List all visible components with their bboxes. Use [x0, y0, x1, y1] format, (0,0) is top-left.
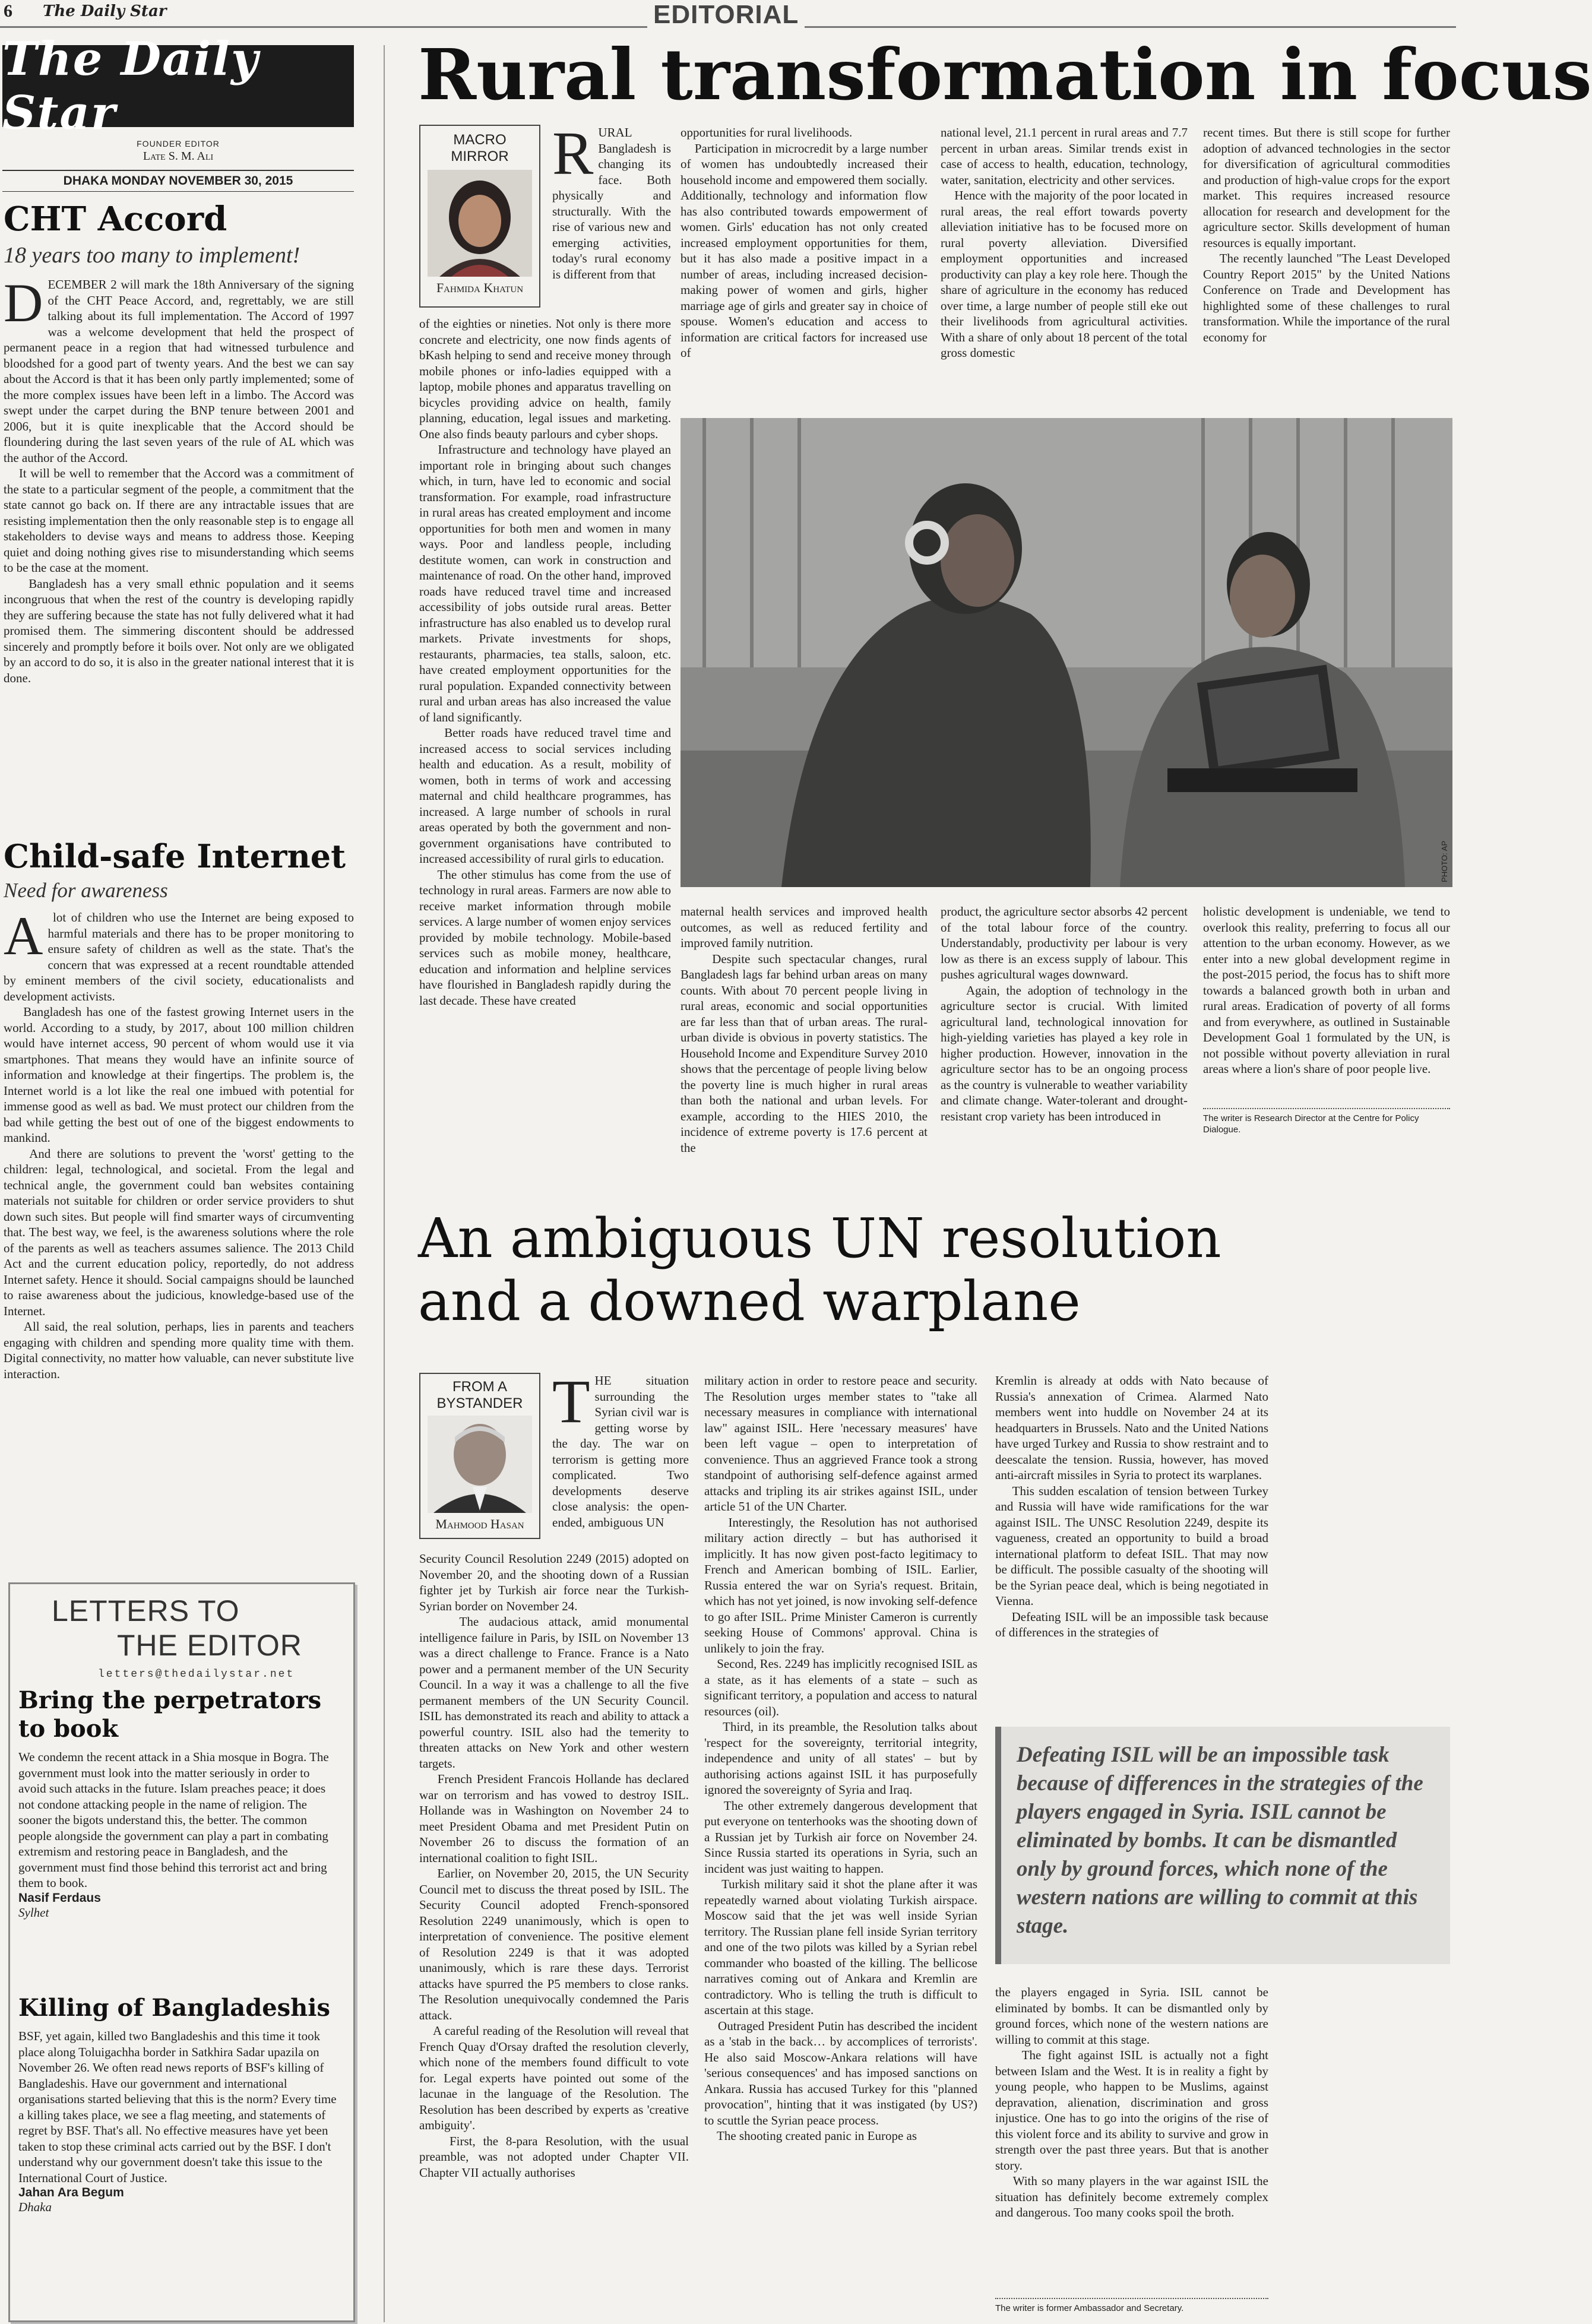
article-col1: Security Council Resolution 2249 (2015) adopted on November 20, and the shooting down of a Russian fighter jet by Turkish air force near the Turkish-Syrian border on November 24. The audacious attack, amid monumental intelligence failure in Paris, by ISIL on November 13 was a direct challenge to France. France is a Nato power and a permanent member of the UN Security Council. In a way it was a challenge to all the five permanent members of the UN Security Council. ISIL has demonstrated its reach and ability to attack a powerful country. ISIL also had the temerity to threaten attacks on New York and other western targets. French President Francois Hollande has declared war on terrorism and has vowed to destroy ISIL. Hollande was in Washington on November 24 to meet President Obama and met President Putin on November 26 to discuss the formation of an international coalition to fight ISIL. Earlier, on November 20, 2015, the UN Security Council met to discuss the threat posed by ISIL. The Security Council adopted French-sponsored Resolution 2249 unanimously, which is open to interpretation of convenience. The positive element of Resolution 2249 is that it was adopted unanimously, which is rare these days. Terrorist attacks have spurred the P5 members to close ranks. The Resolution unequivocally condemned the Paris attack. A careful reading of the Resolution will reveal that French Quay d'Orsay drafted the resolution cleverly, which none of the members found difficult to vote for. Legal experts have pointed out some of the lacunae in the language of the Resolution. The Resolution has been described by experts as 'creative ambiguity'. First, the 8-para Resolution, with the usual preamble, was not adopted under Chapter VII. Chapter VII actually authorises — [419, 1552, 689, 2180]
article-headline-1: An ambiguous UN resolution — [418, 1207, 1221, 1270]
section-title: EDITORIAL — [647, 0, 805, 30]
dateline: DHAKA MONDAY NOVEMBER 30, 2015 — [2, 170, 354, 192]
letter-1 — [18, 1686, 340, 1920]
editorial-body-text: lot of children who use the Internet are being exposed to harmful materials and there has to be proper monitoring to ensure safety of children as well as the state. That's the concern that was expressed at a recent roundtable attended by eminent members of the civil society, educationalists and development activists. Bangladesh has one of the fastest growing Internet users in the world. According to a study, by 2017, about 100 million children would have internet access, 90 percent of whom would use it via smartphones. That means they would have an infinite source of information and knowledge at their fingertips. The problem is, the Internet world is a lot like the real one imbued with potential for immense good as well as bad. We must protect our children from the bad while getting the best out of one of the biggest endowments to mankind. And there are solutions to prevent the 'worst' getting to the children: legal, technological, and societal. From the legal and technical angle, the government could ban websites containing materials not suitable for children or order service providers to shut down such sites. But people will find smarter ways of circumventing that. The best way, we feel, is the awareness solutions where the role of the parents as well as teachers assumes salience. The 2013 Child Act and the current education policy, reportedly, do not address Internet safety. Hence it should. Social campaigns should be launched to raise awareness about the judicious, knowledge-based use of the Internet. All said, the real solution, perhaps, lies in parents and teachers engaging with children and spending more quality time with them. Digital connectivity, no matter how valuable, can never substitute live interaction. — [4, 910, 355, 1381]
founder-name: Late S. M. Ali — [143, 150, 214, 163]
article-intro-text: HE situation surrounding the Syrian civil war is getting worse by the day. The war on terrorism is getting more complicated. Two developments deserve close analysis: the open-ended, ambiguous UN — [552, 1373, 692, 1530]
paper-name-small: The Daily Star — [43, 2, 167, 20]
dropcap: R — [552, 119, 594, 188]
article-col2-top: opportunities for rural livelihoods. Participation in microcredit by a large number of women has undoubtedly increased their household income and empowered them socially. Additionally, technology and information flow has also contributed towards empowerment of women. Girls' education has not only created increased employment opportunities for them, but it has also made a positive impact in a number of areas, including increased decision-making power of women and girls, higher marriage age of girls and greater say in choice of spouse. Women's education and access to information are critical factors for increased use of — [681, 125, 928, 360]
article-col3-bottom: the players engaged in Syria. ISIL cannot be eliminated by bombs. It can be dismantled only by ground forces, which none of the western nations are willing to commit at this stage. The fight against ISIL is actually not a fight between Islam and the West. It is in reality a fight by young people, who happen to be Muslims, against depravation, alienation, discrimination and gross injustice. One has to go into the origins of the rise of this violent force and its ability to survive and grow in strength over the past three years. But that is another story. With so many players in the war against ISIL the situation has definitely become extremely complex and dangerous. Too many cooks spoil the broth. — [995, 1985, 1268, 2219]
editorial-child-safe — [4, 837, 354, 1382]
editorial-headline: Child-safe Internet — [4, 837, 346, 875]
editorial-headline: CHT Accord — [4, 200, 227, 239]
author-photo — [428, 1416, 532, 1513]
letters-box — [8, 1582, 355, 2322]
letter-place: Dhaka — [18, 2200, 52, 2214]
founder-label: FOUNDER EDITOR — [137, 139, 220, 148]
letter-place: Sylhet — [18, 1905, 49, 1920]
footnote-rule — [1203, 1108, 1450, 1109]
dropcap: D — [4, 273, 43, 333]
letter-headline: Killing of Bangladeshis — [18, 1994, 330, 2022]
page-number: 6 — [4, 1, 12, 21]
article-intro — [552, 119, 675, 282]
editorial-body — [4, 273, 355, 686]
article-col3-top: Kremlin is already at odds with Nato because of Russia's annexation of Crimea. Alarmed Nato members went into huddle on November 24 at its headquarters in Brussels. Nato and the United Nations have urged Turkey and Russia to show restraint and to deescalate the tension. Russia, however, has moved anti-aircraft missiles in Syria to protect its warplanes. This sudden escalation of tension between Turkey and Russia will have wide ramifications for the war against ISIL. The UNSC Resolution 2249, despite its vagueness, created an opportunity to build a broad international platform to defeat ISIL. That may now be difficult. The possible casualty of the shooting will be the Syrian peace deal, which is being negotiated in Vienna. Defeating ISIL will be an impossible task because of differences in the strategies of — [995, 1373, 1269, 1639]
letter-body: We condemn the recent attack in a Shia mosque in Bogra. The government must look into the matter seriously in order to avoid such attacks in the future. Islam preaches peace; it does not condone attacking people in the name of religion. The sooner the bigots understand this, the better. The common people alongside the government can play a part in combating extremism and restoring peace in Bangladesh, and the government must find those behind this terrorist act and bring them to book. — [18, 1750, 333, 1890]
letter-body: BSF, yet again, killed two Bangladeshis and this time it took place along Toluigachha border in Satkhira Sadar upazila on November 26. We often read news reports of BSF's killing of Bangladeshis. Have our government and international organisations started believing that this is the norm? Every time a killing takes place, we see a flag meeting, and statements of regret by BSF. That's all. No effective measures have yet been taken to stop these criminal acts carried out by the BSF. I don't understand why our government doesn't take this issue to the International Court of Justice. — [18, 2029, 340, 2185]
article-col2: military action in order to restore peace and security. The Resolution urges member states to "take all necessary measures in compliance with international law" against ISIL. Here 'necessary measures' have been left vague – open to interpretation of convenience. Thus an aggrieved France took a strong standpoint of authorising self-defence against armed attacks and tripling its air strikes against ISIL, under article 51 of the UN Charter. Interestingly, the Resolution has not authorised military action directly – but has authorised it implicitly. It has now given post-facto legitimacy to French and American bombing of ISIL. Earlier, Russia entered the war on Syria's request. Britain, which has not yet joined, is now invoking self-defence to go after ISIL. Prime Minister Cameron is currently seeking House of Commons' approval. China is unlikely to join the fray. Second, Res. 2249 has implicitly recognised ISIL as a state, as it has elements of a state – such as significant territory, a population and access to natural resources (oil). Third, in its preamble, the Resolution talks about 'respect for the sovereignty, territorial integrity, independence and unity of all states' – but by authorising actions against ISIL it has purposefully ignored the sovereignty of Syria and Iraq. The other extremely dangerous development that put everyone on tenterhooks was the shooting down of a Russian jet by Turkish air force on November 24. Since Russia started its operations in Syria, such an incident was just waiting to happen. Turkish military said it shot the plane after it was repeatedly warned about violating Turkish airspace. Moscow said that the jet was well inside Syrian territory. The Russian plane fell inside Syrian territory and one of the two pilots was killed by a Syrian rebel commander who boasted of the killing. The bellicose narratives coming out of Ankara and Kremlin are contradictory. Who is telling the truth is difficult to ascertain at this stage. Outraged President Putin has described the incident as a 'stab in the back… by accomplices of terrorists'. He also said Moscow-Ankara relations will have 'serious consequences' and has imposed sanctions on Ankara. Russia has accused Turkey for this "planned provocation", hinting that it was instigated (by US?) to scuttle the Syrian peace process. The shooting created panic in Europe as — [704, 1373, 978, 2143]
letter-author: Jahan Ara Begum — [18, 2186, 124, 2199]
article-col2-bottom: maternal health services and improved health outcomes, as well as reduced fertility and improved family nutrition. Despite such spectacular changes, rural Bangladesh lags far behind urban areas on many counts. With about 70 percent people living in rural areas, economic and social opportunities are far less than that of urban areas. The rural-urban divide is obvious in poverty statistics. The Household Income and Expenditure Survey 2010 shows that the percentage of people living below the poverty line is much higher in rural areas than both the national and urban levels. For example, according to the HIES 2010, the incidence of extreme poverty is 17.6 percent at the — [681, 904, 928, 1155]
article-col3-bottom: product, the agriculture sector absorbs 42 percent of the total labour force of the country. Understandably, productivity per labour is very low as there is an excess supply of labour. This pushes agricultural wages downward. Again, the adoption of technology in the agriculture sector is crucial. With limited agricultural land, technological innovation for high-yielding varieties has played a key role in higher production. However, innovation in the agriculture sector has to be an ongoing process as the country is vulnerable to weather variability and climate change. Water-tolerant and drought-resistant crop variety has been introduced in — [941, 904, 1188, 1123]
column-name-2: BYSTANDER — [436, 1395, 523, 1411]
column-badge — [419, 125, 540, 308]
article-intro-text: URAL Bangladesh is changing its face. Both physically and structurally. With the rise of various new and emerging activities, today's rural economy is different from that — [552, 125, 675, 281]
masthead — [2, 32, 354, 140]
article-col4-top: recent times. But there is still scope for further adoption of advanced technologies in the sector for diversification of agricultural commodities and production of high-value crops for the export market. This requires increased resource allocation for research and development for the agriculture sector. Skills development of human resources is equally important. The recently launched "The Least Developed Country Report 2015" by the United Nations Conference on Trade and Development has highlighted some of these challenges to rural transformation. While the importance of the rural economy for — [1203, 125, 1451, 344]
letters-title-1: LETTERS TO — [52, 1594, 240, 1628]
letters-email: letters@thedailystar.net — [98, 1668, 295, 1680]
column-name-1: MACRO — [453, 132, 507, 148]
article-headline-2: and a downed warplane — [418, 1269, 1081, 1333]
author-name: Fahmida Khatun — [436, 280, 524, 295]
column-name-1: FROM A — [452, 1379, 507, 1395]
author-photo — [428, 170, 532, 277]
article-photo — [681, 418, 1452, 887]
footnote-rule — [995, 2298, 1268, 2299]
photo-credit: PHOTO: AP — [1440, 841, 1449, 882]
letter-headline: Bring the perpetrators to book — [18, 1686, 322, 1743]
masthead-name: The Daily Star — [2, 32, 259, 140]
dropcap: A — [4, 905, 43, 966]
letter-author: Nasif Ferdaus — [18, 1891, 101, 1905]
article-col3-top: national level, 21.1 percent in rural areas and 7.7 percent in urban areas. Similar trends exist in case of access to health, education, technology, water, sanitation, electricity and other services. Hence with the majority of the poor located in rural areas, the real effort towards poverty alleviation initiative has to be focused more on rural poverty alleviation. Diversified employment opportunities and increased productivity can play a key role here. Though the share of agriculture in the economy has reduced over time, a large number of people still eke out their livelihoods from agricultural activities. With a share of only about 18 percent of the total gross domestic — [941, 125, 1188, 360]
editorial-subhead: 18 years too many to implement! — [4, 243, 300, 268]
article-footnote: The writer is former Ambassador and Secretary. — [995, 2303, 1184, 2313]
column-name-2: MIRROR — [451, 148, 509, 164]
editorial-subhead: Need for awareness — [4, 879, 168, 902]
article-headline: Rural transformation in focus — [418, 33, 1592, 116]
letters-title-2: THE EDITOR — [117, 1629, 302, 1662]
letter-2 — [18, 1994, 340, 2215]
column-badge — [419, 1373, 540, 1539]
author-name: Mahmood Hasan — [435, 1516, 524, 1531]
article-footnote: The writer is Research Director at the Centre for Policy Dialogue. — [1203, 1113, 1419, 1135]
editorial-cht — [4, 200, 354, 686]
article-intro — [552, 1367, 692, 1530]
article-col1: of the eighties or nineties. Not only is there more concrete and electricity, one now finds agents of bKash helping to send and receive money through mobile phones or info-ladies equipped with a laptop, mobile phones and apparatus travelling on bicycles providing advice on health, family planning, education, legal issues and marketing. One also finds beauty parlours and cyber shops. Infrastructure and technology have played an important role in bringing about such changes which, in turn, have led to economic and social transformation. For example, road infrastructure in rural areas has created employment and income opportunities for both men and women in many ways. Poor and landless people, including destitute women, can work in construction and maintenance of road. On the other hand, improved roads have reduced travel time and increased accessibility of jobs outside rural areas. Better infrastructure has also enabled us to develop rural markets. Private investments for shops, restaurants, pharmacies, tea stalls, saloon, etc. have created employment opportunities for the rural population. Expanded connectivity between rural and urban areas has also increased the value of land significantly. Better roads have reduced travel time and increased access to social services including health and education. As a result, mobility of women, both in terms of work and accessing maternal and child healthcare programmes, has increased. A large number of schools in rural areas operated by both the government and non-government organisations have contributed to increased accessibility of rural girls to education. The other stimulus has come from the use of technology in rural areas. Farmers are now able to receive market information through mobile services. A large number of women enjoy services provided by mobile technology. Mobile-based services such as mobile money, healthcare, education and information and helpline services have flourished in Bangladesh rapidly during the last decade. These have created — [419, 316, 672, 1008]
pull-quote: Defeating ISIL will be an impossible task because of differences in the strategies of the players engaged in Syria. ISIL cannot be eliminated by bombs. It can be dismantled only by ground forces, which none of the western nations are willing to commit at this stage. — [995, 1727, 1450, 1964]
column-rule — [384, 45, 385, 2322]
editorial-body — [4, 905, 355, 1382]
dropcap: T — [552, 1367, 590, 1436]
article-col4-bottom: holistic development is undeniable, we tend to overlook this reality, preferring to focus all our attention to the urban economy. However, as we enter into a new global development regime in the post-2015 period, the focus has to shift more towards a balanced growth both in urban and rural areas. Eradication of poverty of all forms and from everywhere, as outlined in Sustainable Development Goal 1 formulated by the UN, is not possible without poverty alleviation in rural areas where a lion's share of poor people live. — [1203, 904, 1454, 1076]
editorial-body-text: ECEMBER 2 will mark the 18th Anniversary of the signing of the CHT Peace Accord, and, regrettably, we are still talking about its full implementation. The Accord of 1997 was a welcome development that held the prospect of permanent peace in a region that had witnessed turbulence and bloodshed for a good part of twenty years. And the best we can say about the Accord is that it has been only partly implemented; some of the more complex issues have been left in a limbo. The Accord was swept under the carpet during the BNP tenure between 2001 and 2006, but it is quite inexplicable that the Accord should be floundering during the last seven years of the rule of AL which was the author of the Accord. It will be well to remember that the Accord was a commitment of the state to a particular segment of the people, a commitment that the state cannot go back on. If there are any intractable issues that are resisting implementation then the only reasonable step is to engage all stakeholders to devise ways and means to address those. Keeping quiet and doing nothing gives rise to misunderstanding which seems to be the case at the moment. Bangladesh has a very small ethnic population and it seems incongruous that when the rest of the country is developing rapidly they are suffering because the state has not fully delivered what it had promised them. The simmering discontent should be addressed sincerely and promptly before it boils over. Not only are we obligated by an accord to do so, it is also in the greater national interest that it is done. — [4, 277, 355, 685]
